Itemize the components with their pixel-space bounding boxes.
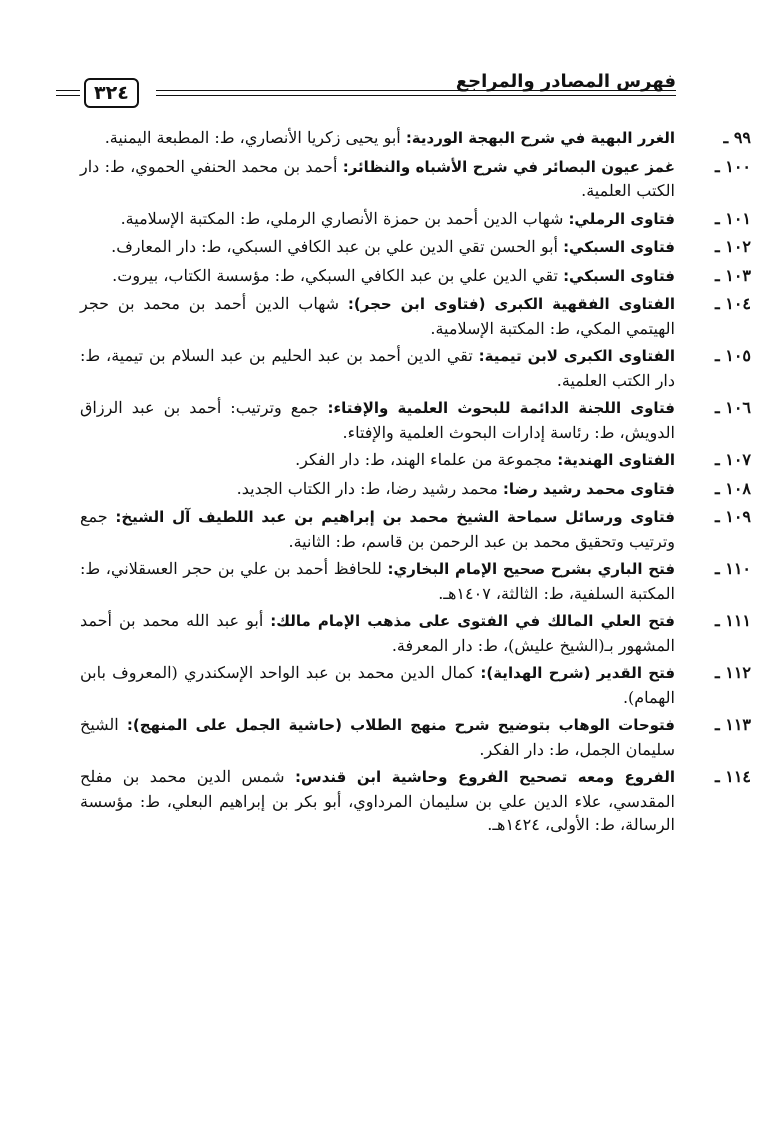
header-rule-left xyxy=(56,90,80,91)
entry-number: ١١٠ ـ xyxy=(714,559,751,578)
entry-number: ١٠٧ ـ xyxy=(714,450,751,469)
entry-number: ١٠١ ـ xyxy=(714,208,751,228)
reference-entry xyxy=(80,609,751,657)
entry-title: فتاوى الرملي: xyxy=(568,209,675,228)
entry-details: جمع وترتيب وتحقيق محمد بن عبد الرحمن بن قاسم، ط: الثانية. xyxy=(80,507,675,551)
reference-entry xyxy=(80,344,751,392)
entry-number: ١١٤ ـ xyxy=(714,767,751,786)
reference-entry xyxy=(80,557,751,605)
header-title: فهرس المصادر والمراجع xyxy=(455,71,676,92)
entry-title: فتاوى اللجنة الدائمة للبحوث العلمية والإفتاء: xyxy=(327,399,675,417)
reference-entry xyxy=(80,448,751,473)
entry-number: ١١٢ ـ xyxy=(714,663,751,682)
reference-entry xyxy=(80,235,751,260)
entry-number: ١٠٤ ـ xyxy=(714,294,751,313)
reference-entry xyxy=(80,396,751,444)
entry-title: فتح العلي المالك في الفتوى على مذهب الإمام مالك: xyxy=(270,612,675,630)
entry-title: فتاوى ورسائل سماحة الشيخ محمد بن إبراهيم بن عبد اللطيف آل الشيخ: xyxy=(115,508,675,526)
entry-title: فتاوى السبكي: xyxy=(563,266,675,285)
entry-number: ٩٩ ـ xyxy=(723,128,751,147)
entry-number: ١٠٨ ـ xyxy=(714,478,751,498)
entry-title: الفروع ومعه تصحيح الفروع وحاشية ابن قندس: xyxy=(295,768,675,786)
entry-title: الفتاوى الهندية: xyxy=(557,451,675,469)
reference-entry xyxy=(80,765,751,837)
entry-details: كمال الدين محمد بن عبد الواحد الإسكندري (المعروف بابن الهمام). xyxy=(80,663,675,707)
reference-entry xyxy=(80,155,751,203)
entry-details: الشيخ سليمان الجمل، ط: دار الفكر. xyxy=(80,715,675,759)
entry-number: ١٠٩ ـ xyxy=(714,507,751,526)
reference-entry xyxy=(80,477,751,502)
entry-details: محمد رشيد رضا، ط: دار الكتاب الجديد. xyxy=(236,478,503,498)
header-rule-right xyxy=(156,90,676,91)
reference-entry xyxy=(80,292,751,340)
entry-title: الفتاوى الفقهية الكبرى (فتاوى ابن حجر): xyxy=(347,295,676,313)
entry-title: فتاوى محمد رشيد رضا: xyxy=(502,479,675,498)
entry-number: ١٠٥ ـ xyxy=(714,346,751,365)
reference-entry xyxy=(80,505,751,553)
entry-number: ١١٣ ـ xyxy=(714,715,751,734)
entry-title: الغرر البهية في شرح البهجة الوردية: xyxy=(405,129,675,147)
entry-details: أحمد بن محمد الحنفي الحموي، ط: دار الكتب العلمية. xyxy=(80,156,675,200)
reference-entry xyxy=(80,713,751,761)
entry-details: تقي الدين علي بن عبد الكافي السبكي، ط: مؤسسة الكتاب، بيروت. xyxy=(112,265,564,285)
reference-entry xyxy=(80,207,751,232)
entry-title: فتاوى السبكي: xyxy=(563,238,675,256)
reference-entry xyxy=(80,126,751,151)
entry-title: فتح الباري بشرح صحيح الإمام البخاري: xyxy=(387,560,676,578)
entry-details: جمع وترتيب: أحمد بن عبد الرزاق الدويش، ط: رئاسة إدارات البحوث العلمية والإفتاء. xyxy=(80,398,675,442)
entry-number: ١٠٠ ـ xyxy=(714,156,751,176)
reference-entry xyxy=(80,264,751,289)
entry-title: فتح القدير (شرح الهداية): xyxy=(480,664,676,682)
reference-entry xyxy=(80,661,751,709)
entry-details: أبو عبد الله محمد بن أحمد المشهور بـ(الشيخ عليش)، ط: دار المعرفة. xyxy=(80,611,675,655)
entry-details: تقي الدين أحمد بن عبد الحليم بن عبد السلام بن تيمية، ط: دار الكتب العلمية. xyxy=(80,346,675,390)
entry-details: للحافظ أحمد بن علي بن حجر العسقلاني، ط: المكتبة السلفية، ط: الثالثة، ١٤٠٧هـ. xyxy=(80,559,675,603)
page-header xyxy=(56,70,676,104)
entry-details: مجموعة من علماء الهند، ط: دار الفكر. xyxy=(295,450,558,469)
entry-title: فتوحات الوهاب بتوضيح شرح منهج الطلاب (حاشية الجمل على المنهج): xyxy=(126,716,675,734)
page-number: ٣٢٤ xyxy=(84,78,139,108)
entry-number: ١٠٣ ـ xyxy=(714,265,751,285)
entry-details: أبو الحسن تقي الدين علي بن عبد الكافي السبكي، ط: دار المعارف. xyxy=(111,237,564,256)
entry-details: أبو يحيى زكريا الأنصاري، ط: المطبعة اليمنية. xyxy=(104,128,406,147)
entry-number: ١٠٢ ـ xyxy=(714,237,751,256)
entry-details: شمس الدين محمد بن مفلح المقدسي، علاء الدين علي بن سليمان المرداوي، أبو بكر بن إبراهيم البعلي، ط: مؤسسة الرسالة، ط: الأولى، ١٤٢٤هـ. xyxy=(80,767,675,834)
entry-details: شهاب الدين أحمد بن محمد بن حجر الهيتمي المكي، ط: المكتبة الإسلامية. xyxy=(80,294,675,338)
entry-number: ١٠٦ ـ xyxy=(714,398,751,417)
entry-details: شهاب الدين أحمد بن حمزة الأنصاري الرملي، ط: المكتبة الإسلامية. xyxy=(120,208,569,228)
entry-number: ١١١ ـ xyxy=(714,611,751,630)
entry-title: غمز عيون البصائر في شرح الأشباه والنظائر: xyxy=(342,157,675,176)
entry-title: الفتاوى الكبرى لابن تيمية: xyxy=(478,347,676,365)
references-list xyxy=(80,126,751,841)
